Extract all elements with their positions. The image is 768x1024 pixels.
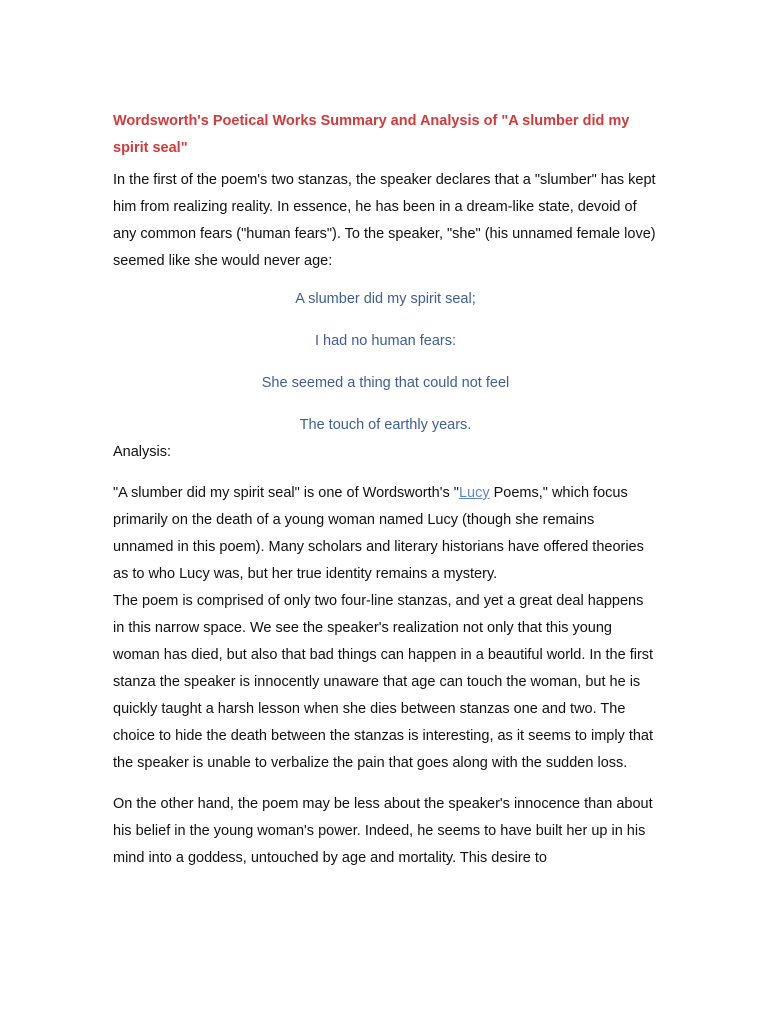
- poem-excerpt: [113, 285, 658, 439]
- poem-line: I had no human fears:: [314, 333, 457, 349]
- poem-line: She seemed a thing that could not feel: [261, 375, 510, 391]
- para1-text-after: Poems," which focus primarily on the death of a young woman named Lucy (though she remains unnamed in this poem). Many scholars and literary historians have offered theories as to who Lucy was, but her true identity remains a mystery.: [113, 485, 644, 582]
- lucy-link[interactable]: Lucy: [458, 485, 490, 501]
- analysis-heading: Analysis:: [113, 444, 172, 460]
- poem-line: A slumber did my spirit seal;: [295, 291, 476, 307]
- document-body: [113, 108, 658, 872]
- poem-line: The touch of earthly years.: [299, 417, 472, 433]
- analysis-paragraph-3: On the other hand, the poem may be less about the speaker's innocence than about his belief in the young woman's power. Indeed, he seems to have built her up in his mind into a goddess, untouched by age and mortality. This desire to: [113, 796, 653, 866]
- analysis-paragraph-2: The poem is comprised of only two four-line stanzas, and yet a great deal happens in this narrow space. We see the speaker's realization not only that this young woman has died, but also that bad things can happen in a beautiful world. In the first stanza the speaker is innocently unaware that age can touch the woman, but he is quickly taught a harsh lesson when she dies between stanzas one and two. The choice to hide the death between the stanzas is interesting, as it seems to imply that the speaker is unable to verbalize the pain that goes along with the sudden loss.: [113, 593, 654, 771]
- document-title: Wordsworth's Poetical Works Summary and Analysis of "A slumber did my spirit seal": [113, 113, 630, 156]
- analysis-paragraph-1: [113, 480, 658, 588]
- para1-text-before: "A slumber did my spirit seal" is one of Wordsworth's ": [113, 485, 459, 501]
- intro-paragraph: In the first of the poem's two stanzas, the speaker declares that a "slumber" has kept him from realizing reality. In essence, he has been in a dream-like state, devoid of any common fears ("human fears"). To the speaker, "she" (his unnamed female love) seemed like she would never age:: [113, 172, 656, 269]
